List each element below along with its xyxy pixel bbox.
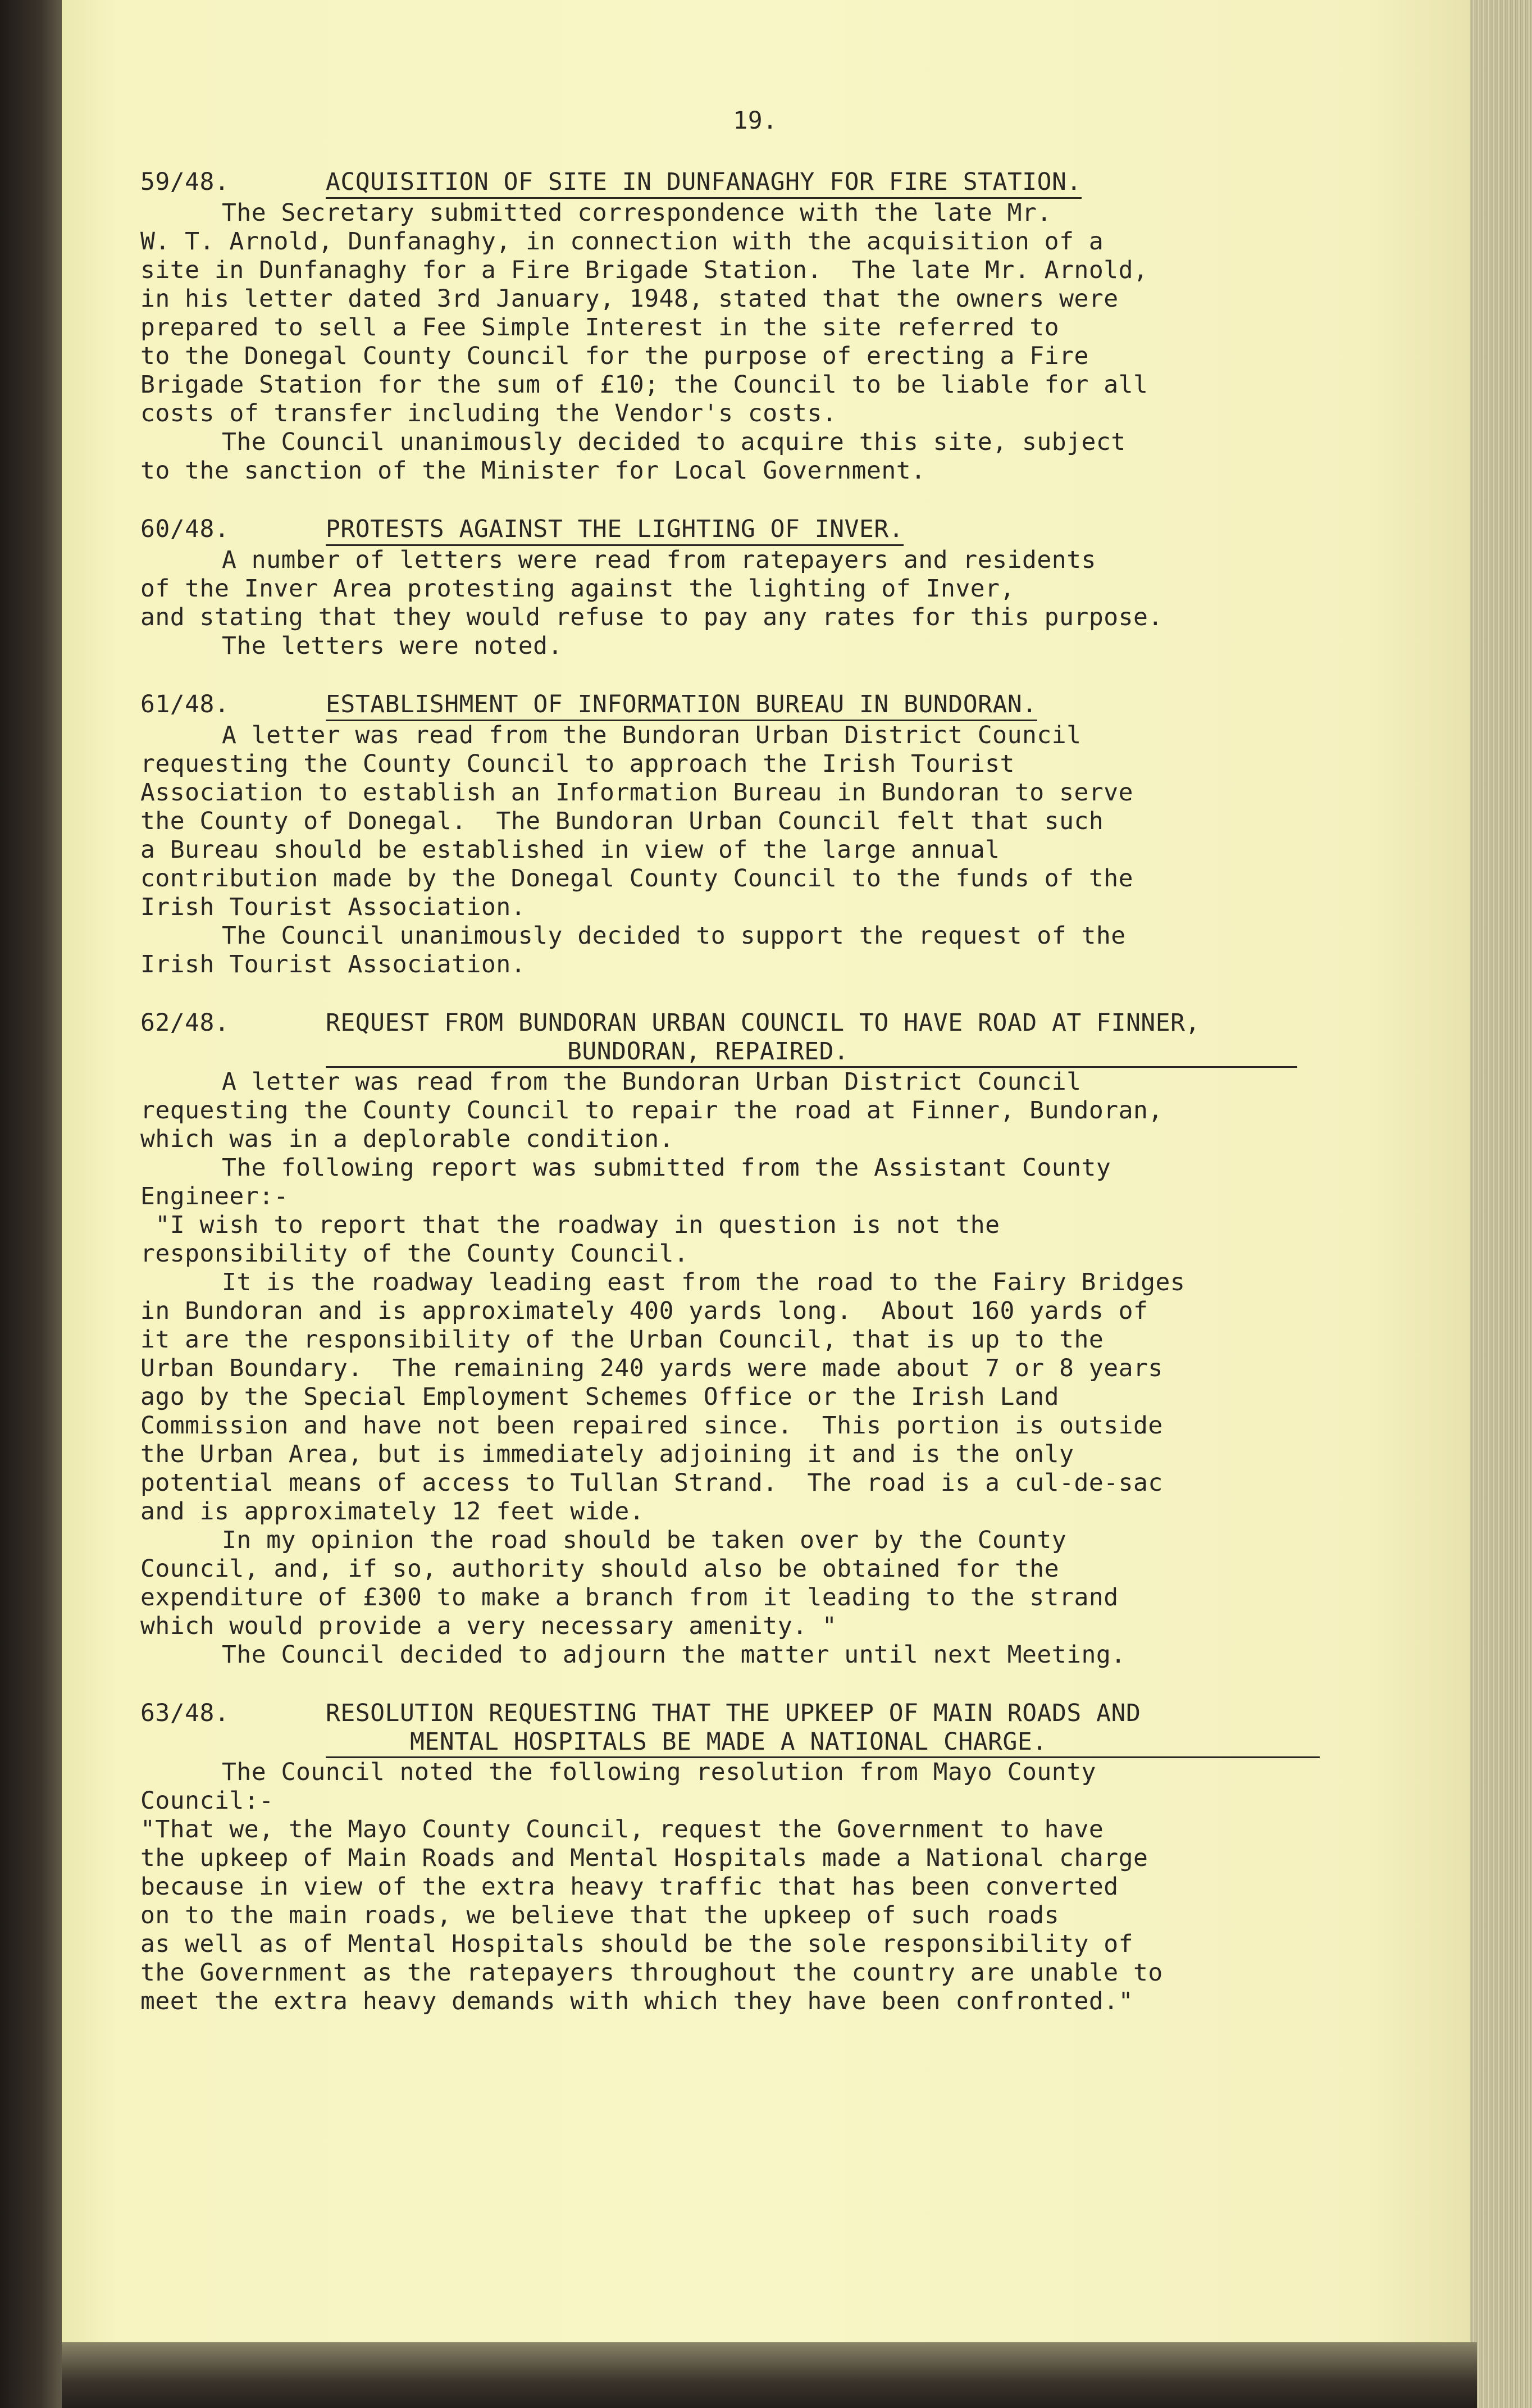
minute-number: 62/48. xyxy=(140,1009,230,1037)
minute-title xyxy=(326,1009,1331,1068)
minute-number: 60/48. xyxy=(140,515,230,543)
minute-title-line: ACQUISITION OF SITE IN DUNFANAGHY FOR FIRE STATION. xyxy=(326,168,1082,199)
minute-item xyxy=(140,1699,1331,2016)
minute-paragraph: The Council decided to adjourn the matter until next Meeting. xyxy=(222,1641,1126,1669)
minute-paragraph: The Council unanimously decided to support the request of the Irish Tourist Association. xyxy=(140,922,1126,978)
minute-paragraph: "That we, the Mayo County Council, request the Government to have the upkeep of Main Roads and Mental Hospitals made a National charge because in view of the extra heavy traffic that has been converted on to the main roads, we believe that the upkeep of such roads as well as of Mental Hospitals should be the sole responsibility of the Government as the ratepayers throughout the country are unable to meet the extra heavy demands with which they have been confronted." xyxy=(140,1815,1163,2015)
minute-title xyxy=(326,1699,1331,1758)
minute-title-line: RESOLUTION REQUESTING THAT THE UPKEEP OF MAIN ROADS AND xyxy=(326,1699,1141,1727)
minute-title-line: ESTABLISHMENT OF INFORMATION BUREAU IN BUNDORAN. xyxy=(326,690,1037,721)
minute-paragraph: It is the roadway leading east from the road to the Fairy Bridges in Bundoran and is approximately 400 yards long. About 160 yards of it are the responsibility of the Urban Council, that is up to the Urban Boundary. The remaining 240 yards were made about 7 or 8 years ago by the Special Employment Schemes Office or the Irish Land Commission and have not been repaired since. This portion is outside the Urban Area, but is immediately adjoining it and is the only potential means of access to Tullan Strand. The road is a cul-de-sac and is approximately 12 feet wide. xyxy=(140,1268,1186,1526)
minute-paragraph: The letters were noted. xyxy=(222,632,563,660)
minute-heading xyxy=(140,1699,1331,1758)
minutes-content xyxy=(140,107,1331,2046)
minute-title xyxy=(326,515,1331,546)
minute-paragraph: In my opinion the road should be taken over by the County Council, and, if so, authority should also be obtained for the expenditure of £300 to make a branch from it leading to the strand which would provide a very necessary amenity. " xyxy=(140,1526,1119,1640)
minute-number: 59/48. xyxy=(140,168,230,196)
minute-item xyxy=(140,168,1331,485)
minute-title-line: MENTAL HOSPITALS BE MADE A NATIONAL CHARGE. xyxy=(326,1728,1320,1758)
minute-paragraph: The Council noted the following resolution from Mayo County Council:- xyxy=(140,1758,1096,1815)
minute-item xyxy=(140,690,1331,979)
book-gutter xyxy=(0,0,67,2408)
minute-number: 61/48. xyxy=(140,690,230,718)
minute-heading xyxy=(140,168,1331,199)
minute-paragraph: The following report was submitted from the Assistant County Engineer:- xyxy=(140,1154,1111,1210)
minute-paragraph: The Secretary submitted correspondence with the late Mr. W. T. Arnold, Dunfanaghy, in connection with the acquisition of a site in Dunfanaghy for a Fire Brigade Station. The late Mr. Arnold, in his letter dated 3rd January, 1948, stated that the owners were prepared to sell a Fee Simple Interest in the site referred to to the Donegal County Council for the purpose of erecting a Fire Brigade Station for the sum of £10; the Council to be liable for all costs of transfer including the Vendor's costs. xyxy=(140,199,1148,427)
minute-paragraph: A letter was read from the Bundoran Urban District Council requesting the County Council to approach the Irish Tourist Association to establish an Information Bureau in Bundoran to serve the County of Donegal. The Bundoran Urban Council felt that such a Bureau should be established in view of the large annual contribution made by the Donegal County Council to the funds of the Irish Tourist Association. xyxy=(140,721,1134,921)
minute-title-line: BUNDORAN, REPAIRED. xyxy=(326,1037,1297,1068)
minute-heading xyxy=(140,690,1331,721)
minute-paragraph: A number of letters were read from ratepayers and residents of the Inver Area protesting against the lighting of Inver, and stating that they would refuse to pay any rates for this purpose. xyxy=(140,546,1163,631)
minute-title-line: REQUEST FROM BUNDORAN URBAN COUNCIL TO HAVE ROAD AT FINNER, xyxy=(326,1009,1200,1037)
page-number: 19. xyxy=(733,107,778,135)
minute-paragraph: A letter was read from the Bundoran Urban District Council requesting the County Council to repair the road at Finner, Bundoran, which was in a deplorable condition. xyxy=(140,1068,1163,1153)
minute-item xyxy=(140,515,1331,661)
minute-title xyxy=(326,690,1331,721)
minute-title-line: PROTESTS AGAINST THE LIGHTING OF INVER. xyxy=(326,515,904,546)
stacked-page-edges xyxy=(1470,0,1532,2408)
minute-paragraph: The Council unanimously decided to acquire this site, subject to the sanction of the Minister for Local Government. xyxy=(140,428,1126,485)
minute-number: 63/48. xyxy=(140,1699,230,1727)
bottom-shadow xyxy=(62,2342,1477,2408)
minute-paragraph: "I wish to report that the roadway in question is not the responsibility of the County Council. xyxy=(140,1211,1000,1268)
minute-item xyxy=(140,1009,1331,1669)
minute-title xyxy=(326,168,1331,199)
minute-heading xyxy=(140,1009,1331,1068)
minute-heading xyxy=(140,515,1331,546)
